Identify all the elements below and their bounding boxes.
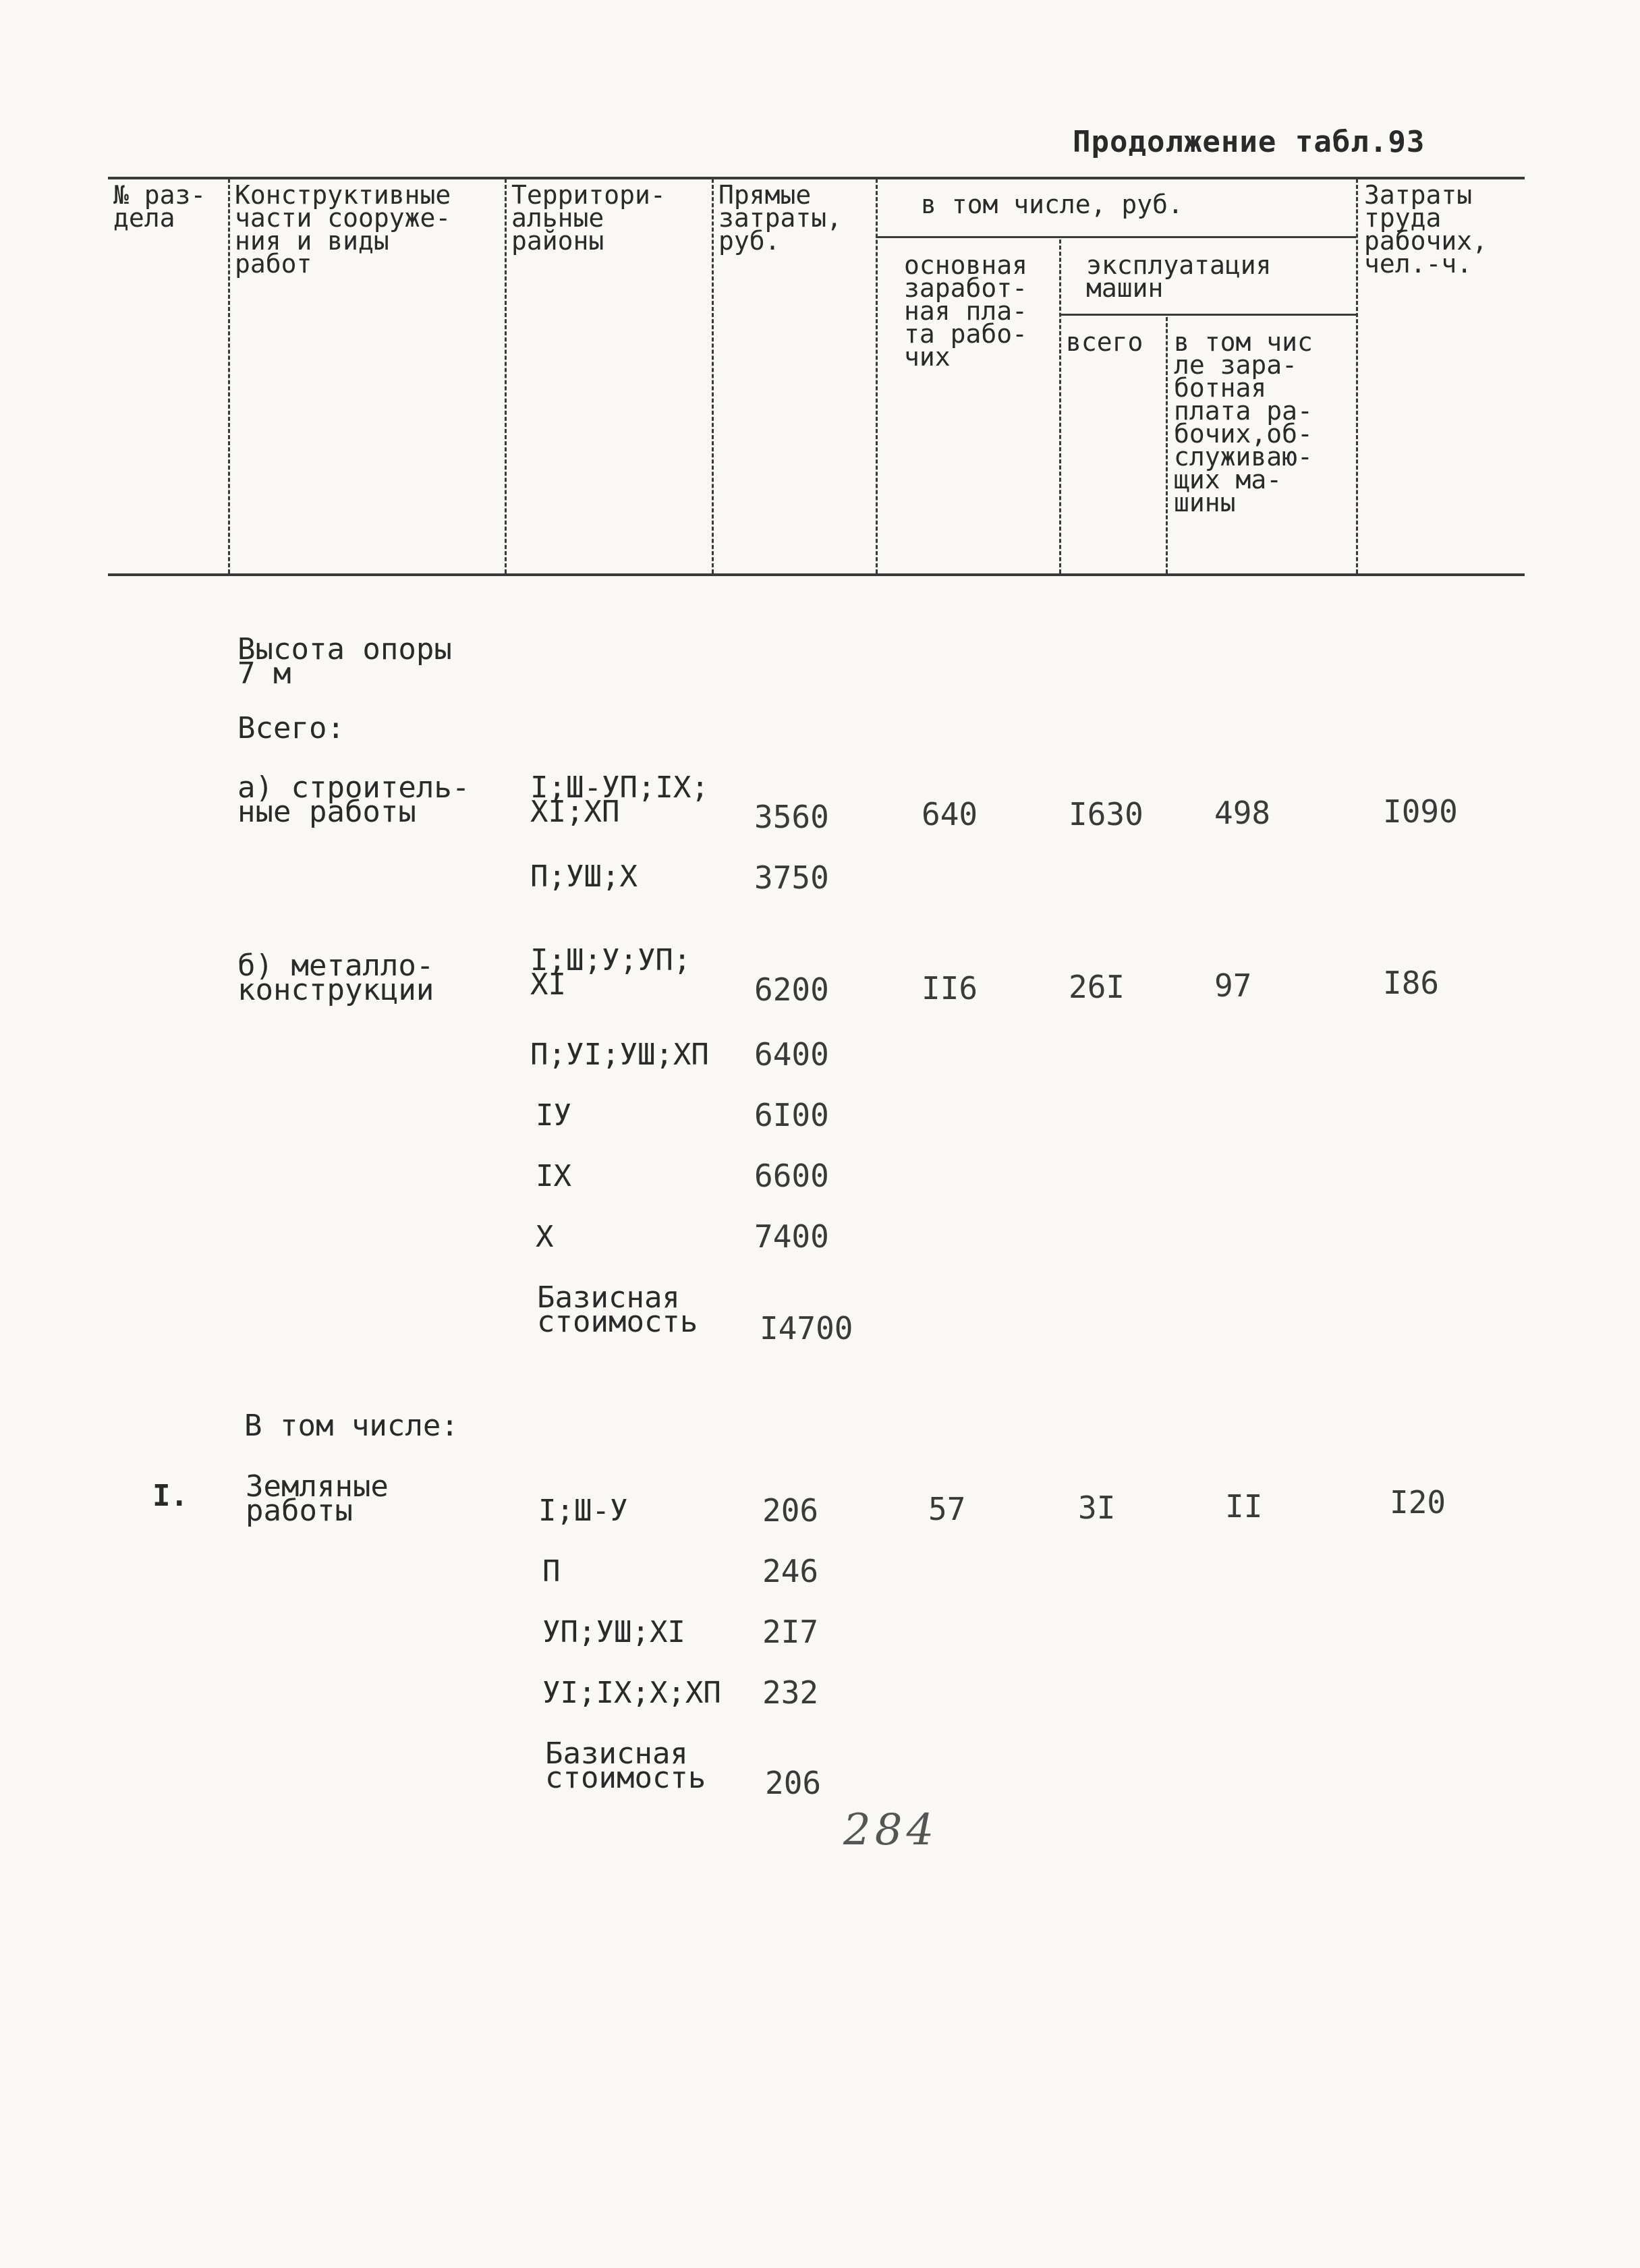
base-cost-label: Базисная стоимость [545,1736,706,1795]
col-divider [876,179,878,573]
col-divider [1166,317,1168,573]
section-a-label: а) строитель- ные работы [237,770,470,829]
header-bottom-rule [108,573,1525,576]
col-divider [1059,239,1061,573]
direct-cost-cell: 246 [762,1553,819,1589]
direct-cost-cell: 3750 [754,859,829,896]
machine-total-cell: 3I [1078,1490,1116,1526]
header-machine-total: всего [1066,327,1143,357]
header-including-group: в том числе, руб. [921,190,1183,219]
machine-wage-cell: 97 [1214,967,1252,1004]
section-1-label: Земляные работы [246,1469,389,1528]
direct-cost-cell: 3560 [754,799,829,835]
header-section-number: № раз- дела [113,180,206,233]
header-structural-parts: Конструктивные части сооруже- ния и виды работ [235,180,451,279]
labor-cost-cell: I20 [1390,1484,1446,1521]
region-cell: П;УI;УШ;XП [530,1038,709,1072]
base-wage-cell: 57 [928,1491,966,1527]
header-base-wage: основная заработ- ная пла- та рабо- чих [904,250,1028,372]
direct-cost-cell: 232 [762,1674,819,1711]
direct-cost-cell: 6400 [754,1036,829,1073]
col-divider [505,179,507,573]
region-cell: УI;IX;X;XП [542,1676,721,1710]
region-cell: П;УШ;X [530,859,638,894]
region-cell: IУ [536,1098,571,1133]
direct-cost-cell: 6I00 [754,1097,829,1133]
direct-cost-cell: 2I7 [762,1614,819,1650]
subgroup-rule [1059,314,1356,316]
including-label: В том числе: [244,1409,459,1443]
machine-total-cell: 26I [1069,969,1125,1005]
header-direct-costs: Прямые затраты, руб. [718,180,843,256]
machine-total-cell: I630 [1069,796,1143,832]
group-rule [876,236,1356,238]
machine-wage-cell: II [1225,1488,1263,1525]
direct-cost-cell: 6200 [754,971,829,1008]
labor-cost-cell: I86 [1383,965,1440,1001]
region-cell: X [536,1220,554,1254]
table-caption: Продолжение табл.93 [1073,125,1425,159]
section-b-label: б) металло- конструкции [237,948,434,1007]
col-divider [1356,179,1358,573]
base-wage-cell: 640 [922,796,978,832]
col-divider [228,179,230,573]
header-machine-wage: в том чис ле зара- ботная плата ра- бочих,об- служиваю- щих ма- шины [1174,327,1313,517]
height-label: Высота опоры 7 м [237,632,452,691]
page-number: 284 [843,1805,938,1855]
machine-wage-cell: 498 [1214,795,1271,831]
header-labor-costs: Затраты труда рабочих, чел.-ч. [1364,180,1488,279]
base-cost-value: 206 [765,1765,822,1801]
region-cell: П [542,1554,561,1589]
direct-cost-cell: 7400 [754,1218,829,1255]
region-cell: I;Ш;У;УП; XI [530,943,691,1002]
base-cost-value: I4700 [760,1310,853,1346]
header-territorial-regions: Территори- альные районы [511,180,666,256]
region-cell: УП;УШ;XI [542,1615,685,1649]
labor-cost-cell: I090 [1383,793,1458,830]
region-cell: IX [536,1159,571,1193]
header-machine-operation: эксплуатация машин [1086,250,1272,303]
base-cost-label: Базисная стоимость [537,1280,698,1339]
region-cell: I;Ш-У [538,1494,628,1528]
header-top-rule [108,177,1525,179]
direct-cost-cell: 6600 [754,1158,829,1194]
section-number: I. [152,1479,188,1513]
region-cell: I;Ш-УП;IX; XI;XП [530,770,709,829]
col-divider [712,179,714,573]
total-label: Всего: [237,711,345,745]
direct-cost-cell: 206 [762,1492,819,1529]
base-wage-cell: II6 [922,970,978,1007]
